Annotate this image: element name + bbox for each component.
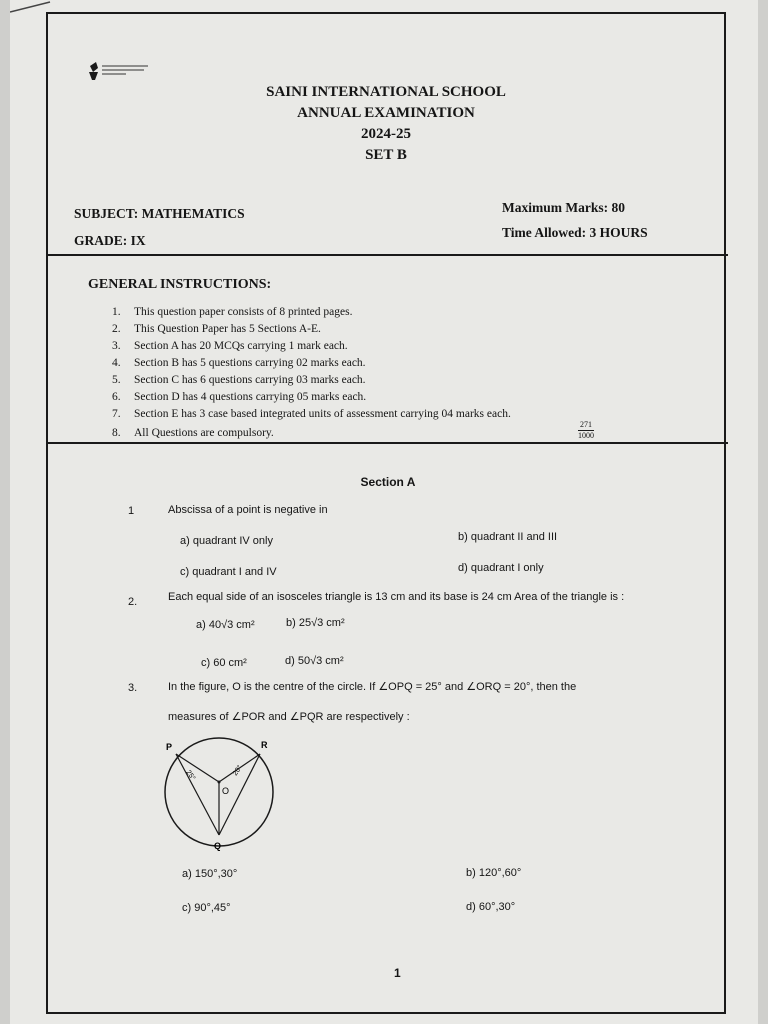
question-number: 2. [128,596,138,608]
angle-label-25: 25° [184,769,197,782]
label-o: O [222,786,230,796]
exam-sheet [10,0,758,1024]
question-number: 3. [128,682,138,694]
question-text: Each equal side of an isosceles triangle is 13 cm and its base is 24 cm Area of the triangle is : [168,591,625,603]
time-allowed: Time Allowed: 3 HOURS [502,225,648,240]
instruction-item: 1. This question paper consists of 8 printed pages. [112,306,353,318]
instruction-item: 8. All Questions are compulsory. [112,427,274,439]
section-title: Section A [360,475,416,489]
page-code-fraction: $\frac{271}{1000}$ [578,420,594,440]
instruction-item: 5. Section C has 6 questions carrying 03 marks each. [112,374,366,386]
option-d: d) 50√3 cm² [285,655,344,667]
option-c: c) quadrant I and IV [180,566,277,578]
option-c: c) 90°,45° [182,902,231,914]
exam-year: 2024-25 [361,126,411,142]
angle-label-20: 20° [231,764,244,778]
question-text: Abscissa of a point is negative in [168,504,328,516]
page-number: 1 [394,966,401,980]
option-d: d) quadrant I only [458,562,544,574]
instruction-item: 2. This Question Paper has 5 Sections A-E. [112,323,321,335]
option-a: a) 40√3 cm² [196,619,255,631]
subject-label: SUBJECT: MATHEMATICS [74,206,245,221]
label-p: P [166,742,173,752]
option-c: c) 60 cm² [201,657,247,669]
instructions-title: GENERAL INSTRUCTIONS: [88,277,272,292]
instruction-item: 6. Section D has 4 questions carrying 05 marks each. [112,391,367,403]
grade-label: GRADE: IX [74,233,146,248]
instruction-item: 4. Section B has 5 questions carrying 02 marks each. [112,357,366,369]
option-b: b) quadrant II and III [458,531,558,543]
option-a: a) quadrant IV only [180,535,273,547]
question-number: 1 [128,505,135,517]
instructions-divider [48,442,728,444]
instruction-item: 7. Section E has 3 case based integrated units of assessment carrying 04 marks each. [112,408,511,420]
exam-title: ANNUAL EXAMINATION [297,105,475,121]
question-text: In the figure, O is the centre of the circle. If ∠OPQ = 25° and ∠ORQ = 20°, then the [168,681,577,693]
header-divider [48,254,728,256]
option-a: a) 150°,30° [182,868,238,880]
max-marks: Maximum Marks: 80 [502,200,625,215]
option-b: b) 120°,60° [466,867,522,879]
label-q: Q [214,841,222,851]
option-b: b) 25√3 cm² [286,617,345,629]
set-label: SET B [365,147,407,163]
page-frame [46,12,726,1014]
instruction-item: 3. Section A has 20 MCQs carrying 1 mark each. [112,340,348,352]
option-d: d) 60°,30° [466,901,516,913]
circle-figure [156,736,286,854]
label-r: R [261,740,268,750]
school-name: SAINI INTERNATIONAL SCHOOL [266,84,506,100]
question-text-continued: measures of ∠POR and ∠PQR are respectively : [168,711,410,723]
